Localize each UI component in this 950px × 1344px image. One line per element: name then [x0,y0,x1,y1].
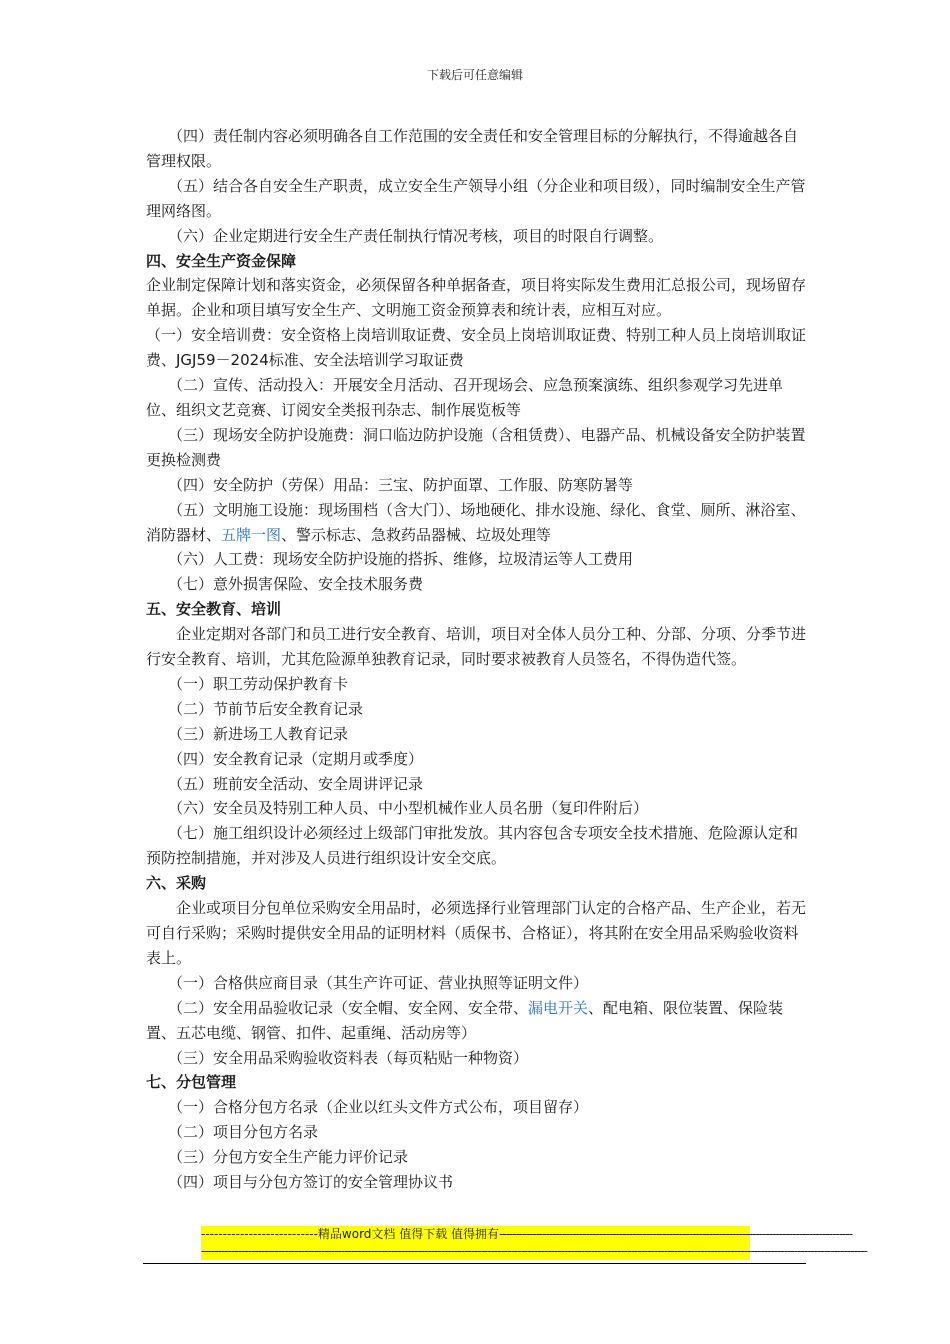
footer-row-1 [201,1226,853,1243]
paragraph: （三）新进场工人教育记录 [168,724,349,743]
paragraph: （四）安全教育记录（定期月或季度） [168,749,424,768]
section-heading: 四、安全生产资金保障 [146,251,297,270]
paragraph [146,498,806,548]
footer-rule [143,1263,806,1264]
page-header: 下载后可任意编辑 [426,68,523,82]
paragraph: （一）职工劳动保护教育卡 [168,674,349,693]
paragraph: （七）施工组织设计必须经过上级部门审批发放。其内容包含专项安全技术措施、危险源认定和预防控制措施，并对涉及人员进行组织设计安全交底。 [146,824,799,868]
hyperlink[interactable]: 五牌一图 [221,525,282,544]
paragraph: （五）班前安全活动、安全周讲评记录 [168,774,424,793]
paragraph: （六）企业定期进行安全生产责任制执行情况考核，项目的时限自行调整。 [168,226,664,245]
paragraph: （四）安全防护（劳保）用品：三宝、防护面罩、工作服、防寒防暑等 [168,475,634,494]
footer-banner [201,1226,868,1260]
footer-row-2 [201,1243,868,1260]
paragraph-text: （二）安全用品验收记录（安全帽、安全网、安全带、 [168,998,529,1017]
paragraph: （一）合格分包方名录（企业以红头文件方式公布，项目留存） [168,1098,589,1117]
paragraph: （四）项目与分包方签订的安全管理协议书 [168,1173,454,1192]
section-heading: 七、分包管理 [146,1073,237,1092]
paragraph-text: 、配电箱、限位装置、保险装置、五芯电缆、钢管、扣件、起重绳、活动房等） [146,998,784,1042]
paragraph: （三）安全用品采购验收资料表（每页粘贴一种物资） [168,1048,529,1067]
paragraph-text: 、警示标志、急救药品器械、垃圾处理等 [281,525,552,544]
document-body [146,124,806,1195]
section-heading: 五、安全教育、培训 [146,600,282,619]
paragraph: （六）人工费：现场安全防护设施的搭拆、维修，垃圾清运等人工费用 [168,550,634,569]
paragraph: （七）意外损害保险、安全技术服务费 [168,575,424,594]
footer-left-dashes: --------------------------- [201,1227,318,1241]
footer-label: 精品word文档 值得下载 值得拥有 [317,1227,500,1241]
paragraph: 企业制定保障计划和落实资金，必须保留各种单据备查，项目将实际发生费用汇总报公司，现场留存单据。企业和项目填写安全生产、文明施工资金预算表和统计表，应相互对应。 [146,276,807,320]
paragraph: 企业或项目分包单位采购安全用品时，必须选择行业管理部门认定的合格产品、生产企业，若无可自行采购；采购时提供安全用品的证明材料（质保书、合格证），将其附在安全用品采购验收资料表上。 [146,899,807,967]
paragraph: （三）分包方安全生产能力评价记录 [168,1148,409,1167]
paragraph-text: （五）文明施工设施：现场围档（含大门）、场地硬化、排水设施、绿化、食堂、厕所、淋浴室、消防器材、 [146,500,806,544]
paragraph: （二）宣传、活动投入：开展安全月活动、召开现场会、应急预案演练、组织参观学习先进单位、组织文艺竞赛、订阅安全类报刊杂志、制作展览板等 [146,376,784,419]
paragraph: （一）安全培训费：安全资格上岗培训取证费、安全员上岗培训取证费、特别工种人员上岗培训取证费、JGJ59－2024标准、安全法培训学习取证费 [146,326,807,370]
footer-dashes-line: -------------------------------------------------------------------------------------------------------------------------------------------------------------------------------------------------------- [201,1244,868,1258]
paragraph: （五）结合各自安全生产职责，成立安全生产领导小组（分企业和项目级），同时编制安全生产管理网络图。 [146,176,806,220]
paragraph: （六）安全员及特别工种人员、中小型机械作业人员名册（复印件附后） [168,799,649,818]
paragraph: （四）责任制内容必须明确各自工作范围的安全责任和安全管理目标的分解执行，不得逾越各自管理权限。 [146,127,799,170]
paragraph [146,996,806,1046]
paragraph: （三）现场安全防护设施费：洞口临边防护设施（含租赁费）、电器产品、机械设备安全防护装置更换检测费 [146,425,806,469]
paragraph: 企业定期对各部门和员工进行安全教育、培训，项目对全体人员分工种、分部、分项、分季节进行安全教育、培训，尤其危险源单独教育记录，同时要求被教育人员签名，不得伪造代签。 [146,625,807,669]
paragraph: （二）项目分包方名录 [168,1123,319,1142]
section-heading: 六、采购 [146,874,207,893]
paragraph: （一）合格供应商目录（其生产许可证、营业执照等证明文件） [168,973,589,992]
footer-right-dashes: ---------------------------------------------------------------------------------------------------------- [499,1227,853,1241]
paragraph: （二）节前节后安全教育记录 [168,699,364,718]
hyperlink[interactable]: 漏电开关 [528,998,589,1017]
